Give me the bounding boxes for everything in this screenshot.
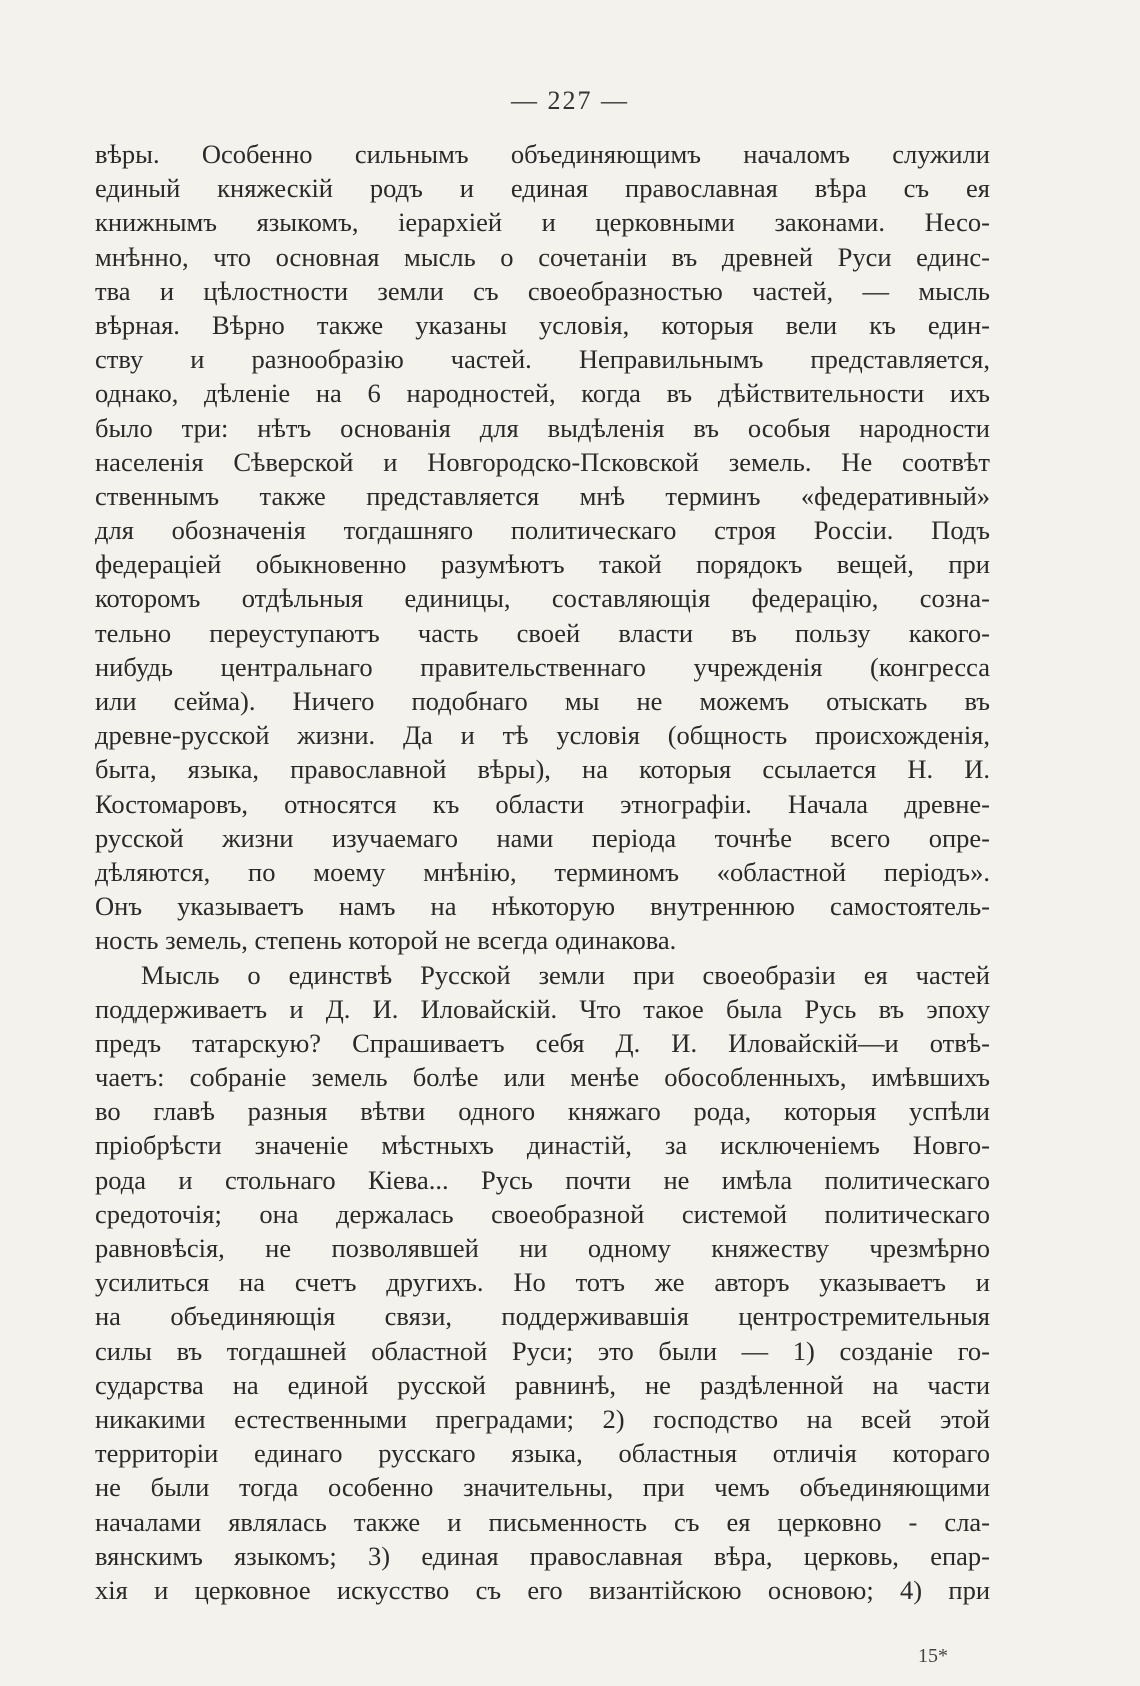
page-number: — 227 — [511, 86, 629, 115]
text-line: сударства на единой русской равнинѣ, не раздѣленной на части [95, 1369, 990, 1400]
text-line: дѣляются, по моему мнѣнію, терминомъ «областной періодъ». [95, 856, 990, 887]
paragraph-start-line: Мысль о единствѣ Русской земли при своеобразіи ея частей [141, 959, 990, 990]
text-line: русской жизни изучаемаго нами періода точнѣе всего опре- [95, 822, 990, 853]
text-line: вѣры. Особенно сильнымъ объединяющимъ началомъ служили [95, 139, 990, 169]
text-line: Онъ указываетъ намъ на нѣкоторую внутреннюю самостоятель- [95, 891, 990, 922]
text-line: равновѣсія, не позволявшей ни одному княжеству чрезмѣрно [95, 1233, 990, 1263]
text-line: вѣрная. Вѣрно также указаны условія, которыя вели къ един- [95, 309, 990, 340]
text-line: вянскимъ языкомъ; 3) единая православная вѣра, церковь, епар- [95, 1540, 990, 1571]
text-line: рода и стольнаго Кіева... Русь почти не имѣла политическаго [95, 1164, 990, 1195]
text-line: тельно переуступаютъ часть своей власти въ пользу какого- [95, 617, 990, 648]
text-line: было три: нѣтъ основанія для выдѣленія въ особыя народности [95, 412, 990, 443]
text-line: нибудь центральнаго правительственнаго учрежденія (конгресса [95, 651, 990, 682]
text-line: силы въ тогдашней областной Руси; это были — 1) созданіе го- [95, 1335, 990, 1366]
text-line: тва и цѣлостности земли съ своеобразностью частей, — мысль [95, 275, 990, 306]
text-line: населенія Сѣверской и Новгородско-Псковской земель. Не соотвѣт [95, 446, 990, 477]
text-line: мнѣнно, что основная мысль о сочетаніи въ древней Руси единс- [95, 241, 990, 272]
text-line: которомъ отдѣльныя единицы, составляющія федерацію, созна- [95, 583, 990, 614]
paragraph-end-line: ность земель, степень которой не всегда одинакова. [95, 925, 677, 956]
text-line: хія и церковное искусство съ его византійскою основою; 4) при [95, 1574, 990, 1605]
text-line: для обозначенія тогдашняго политическаго строя Россіи. Подъ [95, 515, 990, 546]
text-line: или сейма). Ничего подобнаго мы не можемъ отыскать въ [95, 686, 990, 716]
text-line: древне-русской жизни. Да и тѣ условія (общность происхожденія, [95, 720, 990, 751]
text-line: усилиться на счетъ другихъ. Но тотъ же авторъ указываетъ и [95, 1267, 990, 1298]
text-line: чаетъ: собраніе земель болѣе или менѣе обособленныхъ, имѣвшихъ [95, 1062, 990, 1093]
text-line: началами являлась также и письменность съ ея церковно - сла- [95, 1506, 990, 1537]
text-line: единый княжескій родъ и единая православная вѣра съ ея [95, 173, 990, 204]
text-line: территоріи единаго русскаго языка, областныя отличія котораго [95, 1438, 990, 1469]
text-line: быта, языка, православной вѣры), на которыя ссылается Н. И. [95, 754, 990, 785]
printer-signature-mark: 15* [918, 1645, 948, 1667]
text-line: предъ татарскую? Спрашиваетъ себя Д. И. Иловайскій—и отвѣ- [95, 1027, 990, 1058]
text-line: поддерживаетъ и Д. И. Иловайскій. Что такое была Русь въ эпоху [95, 993, 990, 1024]
text-line: пріобрѣсти значеніе мѣстныхъ династій, за исключеніемъ Новго- [95, 1130, 990, 1161]
text-line: средоточія; она держалась своеобразной системой политическаго [95, 1198, 990, 1229]
body-text [95, 137, 990, 1607]
text-line: ственнымъ также представляется мнѣ терминъ «федеративный» [95, 480, 990, 511]
text-line: книжнымъ языкомъ, іерархіей и церковными законами. Несо- [95, 207, 990, 238]
text-line: во главѣ разныя вѣтви одного княжаго рода, которыя успѣли [95, 1096, 990, 1127]
text-line: ству и разнообразію частей. Неправильнымъ представляется, [95, 344, 990, 375]
text-line: федераціей обыкновенно разумѣютъ такой порядокъ вещей, при [95, 549, 990, 580]
text-line: не были тогда особенно значительны, при чемъ объединяющими [95, 1472, 990, 1503]
text-line: на объединяющія связи, поддерживавшія центростремительныя [95, 1301, 990, 1332]
text-line: никакими естественными преградами; 2) господство на всей этой [95, 1403, 990, 1434]
text-line: однако, дѣленіе на 6 народностей, когда въ дѣйствительности ихъ [95, 378, 990, 409]
text-line: Костомаровъ, относятся къ области этнографіи. Начала древне- [95, 788, 990, 819]
